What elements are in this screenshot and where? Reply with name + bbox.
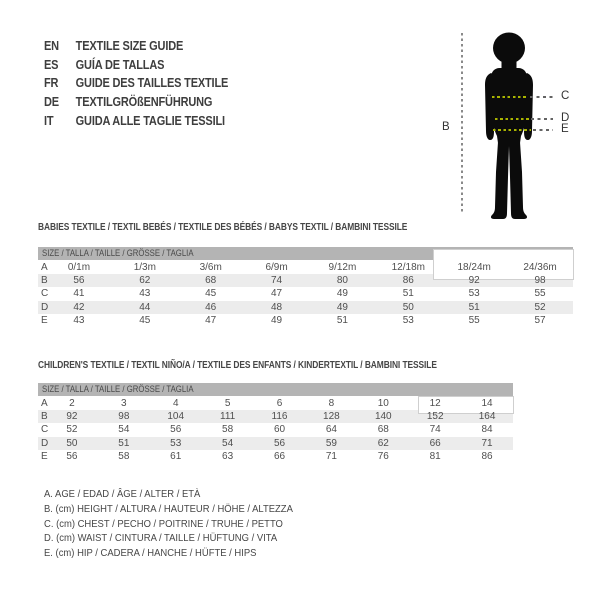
table-cell: 49	[336, 301, 348, 313]
table-cell: 54	[118, 424, 130, 436]
table-cell: 18/24m	[457, 261, 491, 273]
table-cell: 84	[481, 424, 493, 436]
row-label: E	[41, 315, 48, 327]
language-row	[44, 37, 228, 56]
legend-line: B. (cm) HEIGHT / ALTURA / HAUTEUR / HÖHE / ALTEZZA	[44, 502, 293, 515]
table-cell: 152	[426, 410, 444, 422]
table-cell: 66	[273, 451, 286, 463]
table-cell: 66	[429, 437, 441, 449]
table-row	[38, 450, 513, 463]
table-cell: 49	[271, 315, 283, 327]
row-label: C	[41, 424, 49, 436]
table-cell: 42	[73, 301, 85, 313]
table-cell: 68	[205, 274, 217, 286]
table-cell: 47	[205, 315, 217, 327]
table-cell: 43	[73, 315, 85, 327]
language-row	[44, 56, 228, 75]
table-cell: 51	[468, 301, 480, 313]
legend-line: C. (cm) CHEST / PECHO / POITRINE / TRUHE / PETTO	[44, 517, 283, 530]
children-section-title: CHILDREN'S TEXTILE / TEXTIL NIÑO/A / TEXTILE DES ENFANTS / KINDERTEXTIL / BAMBINI TESSILE	[38, 359, 437, 371]
children-table-header-label: SIZE / TALLA / TAILLE / GRÖSSE / TAGLIA	[42, 384, 194, 395]
table-cell: 4	[172, 397, 179, 409]
table-cell: 12/18m	[391, 261, 425, 273]
measure-legend	[44, 487, 321, 561]
table-cell: 51	[336, 315, 348, 327]
table-cell: 45	[139, 315, 151, 327]
table-cell: 71	[481, 437, 493, 449]
table-cell: 71	[325, 451, 337, 463]
table-cell: 76	[377, 451, 389, 463]
language-row	[44, 111, 228, 130]
children-table-header	[38, 383, 513, 396]
table-cell: 92	[468, 274, 480, 286]
table-cell: 56	[73, 274, 85, 286]
language-code: DE	[44, 95, 59, 110]
table-cell: 111	[220, 410, 236, 422]
babies-size-table	[38, 247, 573, 327]
table-row	[38, 260, 573, 273]
table-cell: 58	[222, 424, 234, 436]
language-title: TEXTILGRÖßENFÜHRUNG	[75, 95, 213, 110]
height-dashed-line	[461, 33, 463, 213]
table-cell: 140	[374, 410, 392, 422]
table-cell: 68	[377, 424, 389, 436]
table-cell: 52	[534, 301, 546, 313]
row-label: C	[41, 288, 49, 300]
row-label: A	[41, 261, 48, 273]
table-cell: 54	[222, 437, 234, 449]
row-label: E	[41, 451, 48, 463]
height-label-b: B	[442, 121, 450, 133]
table-row	[38, 437, 513, 450]
language-title: GUIDA ALLE TAGLIE TESSILI	[75, 113, 225, 128]
table-cell: 6	[276, 397, 283, 409]
table-cell: 56	[170, 424, 182, 436]
language-code: EN	[44, 39, 59, 54]
table-cell: 10	[377, 397, 389, 409]
table-cell: 53	[468, 288, 480, 300]
table-cell: 86	[402, 274, 414, 286]
table-cell: 80	[336, 274, 348, 286]
table-cell: 52	[66, 424, 78, 436]
table-cell: 62	[377, 437, 389, 449]
table-cell: 24/36m	[523, 261, 557, 273]
table-cell: 92	[66, 410, 78, 422]
language-code: IT	[44, 113, 54, 128]
table-cell: 49	[336, 288, 348, 300]
hip-pointer-line	[533, 129, 553, 131]
table-cell: 57	[534, 315, 546, 327]
table-cell: 5	[224, 397, 231, 409]
language-code: FR	[44, 76, 59, 91]
table-cell: 81	[429, 451, 441, 463]
chest-pointer-line	[530, 96, 553, 98]
table-cell: 2	[69, 397, 75, 409]
table-cell: 60	[273, 424, 286, 436]
table-cell: 44	[139, 301, 151, 313]
table-cell: 98	[118, 410, 130, 422]
table-cell: 164	[478, 410, 496, 422]
table-cell: 74	[271, 274, 283, 286]
table-row	[38, 274, 573, 287]
table-cell: 43	[139, 288, 151, 300]
row-label: A	[41, 397, 48, 409]
table-cell: 9/12m	[328, 261, 357, 273]
row-label: B	[41, 274, 48, 286]
language-title-list	[44, 37, 253, 130]
table-cell: 45	[205, 288, 217, 300]
table-row	[38, 314, 573, 327]
chest-label-c: C	[561, 90, 570, 102]
language-title: GUÍA DE TALLAS	[75, 57, 165, 72]
table-row	[38, 396, 513, 409]
table-cell: 116	[271, 410, 288, 422]
table-cell: 3/6m	[199, 261, 222, 273]
table-cell: 98	[534, 274, 546, 286]
measurement-figure	[430, 22, 590, 227]
table-cell: 6/9m	[265, 261, 288, 273]
table-cell: 104	[167, 410, 185, 422]
language-title: GUIDE DES TAILLES TEXTILE	[75, 76, 229, 91]
table-row	[38, 410, 513, 423]
table-cell: 3	[121, 397, 127, 409]
table-cell: 61	[170, 451, 182, 463]
table-row	[38, 423, 513, 436]
row-label: D	[41, 301, 49, 313]
table-cell: 55	[534, 288, 546, 300]
table-cell: 55	[468, 315, 480, 327]
table-cell: 86	[481, 451, 493, 463]
table-row	[38, 301, 573, 314]
table-cell: 63	[222, 451, 234, 463]
table-cell: 53	[402, 315, 414, 327]
babies-table-header-label: SIZE / TALLA / TAILLE / GRÖSSE / TAGLIA	[42, 248, 194, 259]
table-cell: 56	[66, 451, 78, 463]
table-row	[38, 287, 573, 300]
legend-line: D. (cm) WAIST / CINTURA / TAILLE / HÜFTUNG / VITA	[44, 532, 278, 545]
row-label: B	[41, 410, 48, 422]
table-cell: 14	[481, 397, 493, 409]
table-cell: 128	[323, 410, 340, 422]
table-cell: 56	[273, 437, 286, 449]
hip-label-e: E	[561, 123, 569, 135]
table-cell: 53	[170, 437, 182, 449]
table-cell: 41	[73, 288, 85, 300]
table-cell: 0/1m	[67, 261, 91, 273]
table-cell: 47	[271, 288, 283, 300]
legend-line: E. (cm) HIP / CADERA / HANCHE / HÜFTE / HIPS	[44, 547, 257, 560]
table-cell: 58	[118, 451, 130, 463]
table-cell: 12	[429, 397, 441, 409]
chest-measure-line	[492, 96, 527, 98]
table-cell: 51	[118, 437, 130, 449]
language-title: TEXTILE SIZE GUIDE	[75, 39, 184, 54]
table-cell: 51	[402, 288, 414, 300]
row-label: D	[41, 437, 49, 449]
table-cell: 74	[429, 424, 441, 436]
waist-measure-line	[495, 118, 529, 120]
language-row	[44, 74, 228, 93]
table-cell: 48	[271, 301, 283, 313]
table-cell: 64	[325, 424, 337, 436]
language-row	[44, 93, 228, 112]
children-size-table	[38, 383, 513, 463]
table-cell: 50	[66, 437, 78, 449]
waist-label-d: D	[561, 112, 570, 124]
hip-measure-line	[493, 129, 531, 131]
table-cell: 59	[325, 437, 337, 449]
table-cell: 46	[205, 301, 217, 313]
table-cell: 62	[139, 274, 151, 286]
waist-pointer-line	[531, 118, 553, 120]
babies-section-title: BABIES TEXTILE / TEXTIL BEBÉS / TEXTILE DES BÉBÉS / BABYS TEXTIL / BAMBINI TESSILE	[38, 221, 408, 233]
table-cell: 8	[328, 397, 335, 409]
legend-line: A. AGE / EDAD / ÂGE / ALTER / ETÀ	[44, 488, 201, 500]
language-code: ES	[44, 57, 59, 72]
table-cell: 50	[402, 301, 414, 313]
table-cell: 1/3m	[133, 261, 156, 273]
